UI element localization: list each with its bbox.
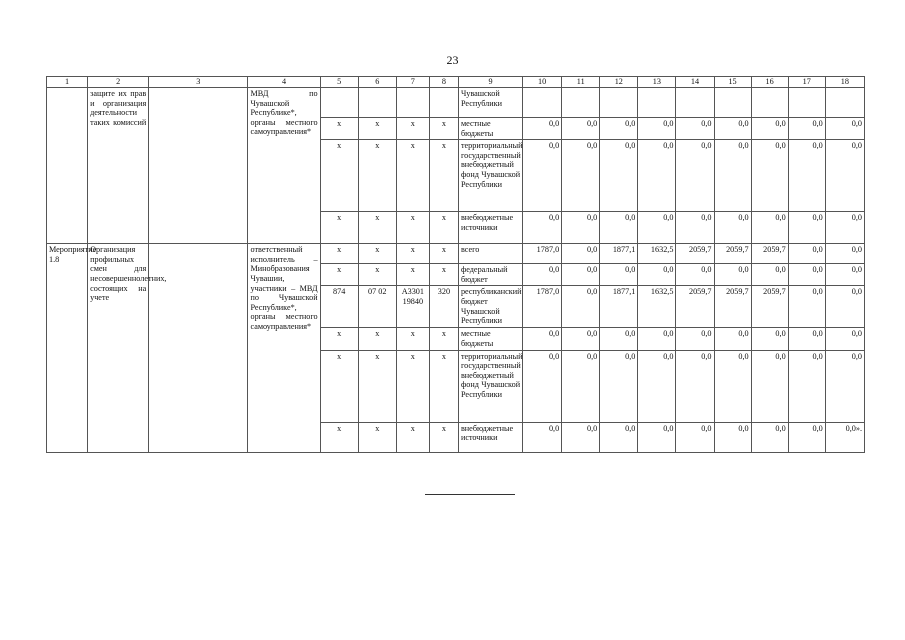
amount-cell: 0,0 (676, 422, 714, 452)
code-cell-c6: x (358, 212, 396, 244)
amount-cell: 0,0 (788, 328, 825, 350)
amount-cell: 0,0 (751, 118, 788, 140)
amount-cell: 0,0 (751, 140, 788, 212)
header-col-2: 2 (88, 77, 149, 88)
page-number: 23 (446, 53, 459, 67)
funding-source-cell: Чувашской Республики (458, 88, 522, 118)
header-col-18: 18 (825, 77, 864, 88)
code-cell-c6: x (358, 422, 396, 452)
amount-cell: 0,0 (600, 264, 638, 286)
amount-cell: 0,0 (825, 118, 864, 140)
header-row (47, 77, 865, 88)
amount-cell: 0,0 (714, 264, 751, 286)
code-cell-c7: x (396, 350, 429, 422)
amount-cell: 0,0 (714, 350, 751, 422)
amount-cell: 0,0 (676, 350, 714, 422)
amount-cell: 2059,7 (714, 286, 751, 328)
header-col-15: 15 (714, 77, 751, 88)
amount-cell: 0,0 (562, 212, 600, 244)
amount-cell (751, 88, 788, 118)
amount-cell: 0,0 (638, 118, 676, 140)
amount-cell: 0,0 (562, 422, 600, 452)
code-cell-c8: x (429, 350, 458, 422)
amount-cell: 0,0 (562, 350, 600, 422)
amount-cell: 0,0 (714, 212, 751, 244)
table-row (47, 88, 865, 118)
amount-cell: 0,0 (714, 422, 751, 452)
funding-source-cell: внебюджетные источники (458, 422, 522, 452)
header-col-4: 4 (248, 77, 320, 88)
amount-cell: 2059,7 (676, 244, 714, 264)
code-cell-c7: x (396, 140, 429, 212)
funding-source-cell: территориальный государственный внебюджетный фонд Чувашской Республики (458, 140, 522, 212)
amount-cell: 1877,1 (600, 286, 638, 328)
header-col-13: 13 (638, 77, 676, 88)
amount-cell: 0,0». (825, 422, 864, 452)
funding-source-cell: территориальный государственный внебюджетный фонд Чувашской Республики (458, 350, 522, 422)
code-cell-c8: x (429, 118, 458, 140)
amount-cell: 0,0 (825, 244, 864, 264)
code-cell-c5: x (320, 328, 358, 350)
code-cell-c6 (358, 88, 396, 118)
funding-source-cell: местные бюджеты (458, 328, 522, 350)
amount-cell: 0,0 (714, 328, 751, 350)
header-col-14: 14 (676, 77, 714, 88)
measure-name-cell: защите их прав и организация деятельности таких комиссий (88, 88, 149, 244)
empty-col3-cell (149, 88, 248, 244)
amount-cell: 0,0 (638, 140, 676, 212)
amount-cell: 0,0 (825, 140, 864, 212)
code-cell-c8: x (429, 264, 458, 286)
funding-source-cell: внебюджетные источники (458, 212, 522, 244)
code-cell-c8: x (429, 212, 458, 244)
code-cell-c7: x (396, 118, 429, 140)
measure-id-cell: Мероприятие 1.8 (47, 244, 88, 452)
amount-cell: 0,0 (562, 264, 600, 286)
amount-cell: 0,0 (788, 286, 825, 328)
amount-cell: 0,0 (788, 264, 825, 286)
code-cell-c6: x (358, 264, 396, 286)
code-cell-c5 (320, 88, 358, 118)
code-cell-c8 (429, 88, 458, 118)
amount-cell (825, 88, 864, 118)
amount-cell: 0,0 (523, 350, 562, 422)
amount-cell: 0,0 (523, 264, 562, 286)
code-cell-c6: x (358, 328, 396, 350)
code-cell-c5: x (320, 422, 358, 452)
amount-cell (523, 88, 562, 118)
amount-cell: 0,0 (751, 328, 788, 350)
amount-cell: 0,0 (751, 212, 788, 244)
code-cell-c6: x (358, 350, 396, 422)
amount-cell: 0,0 (788, 350, 825, 422)
amount-cell: 2059,7 (751, 244, 788, 264)
amount-cell: 1787,0 (523, 286, 562, 328)
code-cell-c8: x (429, 244, 458, 264)
code-cell-c5: x (320, 244, 358, 264)
header-col-11: 11 (562, 77, 600, 88)
amount-cell: 0,0 (751, 264, 788, 286)
funding-source-cell: республиканский бюджет Чувашской Республики (458, 286, 522, 328)
code-cell-c5: 874 (320, 286, 358, 328)
table-body (47, 77, 865, 453)
amount-cell: 0,0 (714, 140, 751, 212)
code-cell-c7: x (396, 422, 429, 452)
executor-cell: ответственный исполнитель – Минобразования Чувашии, участники – МВД по Чувашской Республике*, органы местного самоуправления* (248, 244, 320, 452)
code-cell-c5: x (320, 264, 358, 286)
amount-cell: 0,0 (751, 350, 788, 422)
header-col-3: 3 (149, 77, 248, 88)
code-cell-c8: 320 (429, 286, 458, 328)
amount-cell: 0,0 (600, 140, 638, 212)
amount-cell: 0,0 (676, 118, 714, 140)
amount-cell: 0,0 (825, 264, 864, 286)
amount-cell: 0,0 (523, 212, 562, 244)
amount-cell (714, 88, 751, 118)
amount-cell: 0,0 (638, 328, 676, 350)
header-col-5: 5 (320, 77, 358, 88)
amount-cell: 0,0 (676, 264, 714, 286)
amount-cell: 0,0 (825, 286, 864, 328)
code-cell-c8: x (429, 328, 458, 350)
footnote-separator-line (425, 494, 515, 495)
code-cell-c8: x (429, 422, 458, 452)
amount-cell: 0,0 (638, 350, 676, 422)
amount-cell: 0,0 (676, 140, 714, 212)
code-cell-c7: А3301 19840 (396, 286, 429, 328)
header-col-8: 8 (429, 77, 458, 88)
amount-cell: 0,0 (788, 422, 825, 452)
header-col-1: 1 (47, 77, 88, 88)
header-col-17: 17 (788, 77, 825, 88)
amount-cell: 1632,5 (638, 286, 676, 328)
code-cell-c7: x (396, 264, 429, 286)
amount-cell: 0,0 (562, 140, 600, 212)
amount-cell: 2059,7 (676, 286, 714, 328)
code-cell-c5: x (320, 350, 358, 422)
code-cell-c7 (396, 88, 429, 118)
header-col-9: 9 (458, 77, 522, 88)
amount-cell: 0,0 (788, 212, 825, 244)
code-cell-c6: x (358, 244, 396, 264)
code-cell-c8: x (429, 140, 458, 212)
code-cell-c7: x (396, 244, 429, 264)
amount-cell: 0,0 (562, 244, 600, 264)
amount-cell: 0,0 (788, 140, 825, 212)
amount-cell: 0,0 (638, 212, 676, 244)
amount-cell: 1877,1 (600, 244, 638, 264)
header-col-12: 12 (600, 77, 638, 88)
header-col-16: 16 (751, 77, 788, 88)
amount-cell: 2059,7 (714, 244, 751, 264)
executor-cell: МВД по Чувашской Республике*, органы местного самоуправления* (248, 88, 320, 244)
amount-cell (788, 88, 825, 118)
amount-cell: 0,0 (751, 422, 788, 452)
amount-cell: 0,0 (562, 286, 600, 328)
code-cell-c6: x (358, 118, 396, 140)
measure-id-cell (47, 88, 88, 244)
amount-cell: 0,0 (714, 118, 751, 140)
amount-cell: 0,0 (788, 118, 825, 140)
amount-cell (562, 88, 600, 118)
amount-cell: 0,0 (825, 350, 864, 422)
funding-source-cell: местные бюджеты (458, 118, 522, 140)
amount-cell: 0,0 (600, 350, 638, 422)
amount-cell: 0,0 (523, 140, 562, 212)
code-cell-c7: x (396, 328, 429, 350)
amount-cell (600, 88, 638, 118)
amount-cell: 0,0 (600, 118, 638, 140)
header-col-6: 6 (358, 77, 396, 88)
amount-cell: 1632,5 (638, 244, 676, 264)
table-row (47, 244, 865, 264)
amount-cell: 0,0 (523, 118, 562, 140)
amount-cell: 2059,7 (751, 286, 788, 328)
code-cell-c5: x (320, 212, 358, 244)
header-col-7: 7 (396, 77, 429, 88)
amount-cell (676, 88, 714, 118)
amount-cell: 0,0 (600, 212, 638, 244)
amount-cell (638, 88, 676, 118)
amount-cell: 0,0 (825, 212, 864, 244)
amount-cell: 0,0 (638, 422, 676, 452)
code-cell-c7: x (396, 212, 429, 244)
amount-cell: 0,0 (600, 422, 638, 452)
funding-source-cell: всего (458, 244, 522, 264)
header-col-10: 10 (523, 77, 562, 88)
amount-cell: 0,0 (788, 244, 825, 264)
funding-source-cell: федеральный бюджет (458, 264, 522, 286)
amount-cell: 0,0 (562, 118, 600, 140)
amount-cell: 0,0 (523, 422, 562, 452)
amount-cell: 0,0 (523, 328, 562, 350)
measure-name-cell: Организация профильных смен для несовершеннолетних, состоящих на учете (88, 244, 149, 452)
amount-cell: 1787,0 (523, 244, 562, 264)
amount-cell: 0,0 (676, 328, 714, 350)
budget-table (46, 76, 865, 453)
code-cell-c6: x (358, 140, 396, 212)
amount-cell: 0,0 (825, 328, 864, 350)
amount-cell: 0,0 (562, 328, 600, 350)
code-cell-c6: 07 02 (358, 286, 396, 328)
amount-cell: 0,0 (638, 264, 676, 286)
amount-cell: 0,0 (676, 212, 714, 244)
amount-cell: 0,0 (600, 328, 638, 350)
code-cell-c5: x (320, 140, 358, 212)
code-cell-c5: x (320, 118, 358, 140)
